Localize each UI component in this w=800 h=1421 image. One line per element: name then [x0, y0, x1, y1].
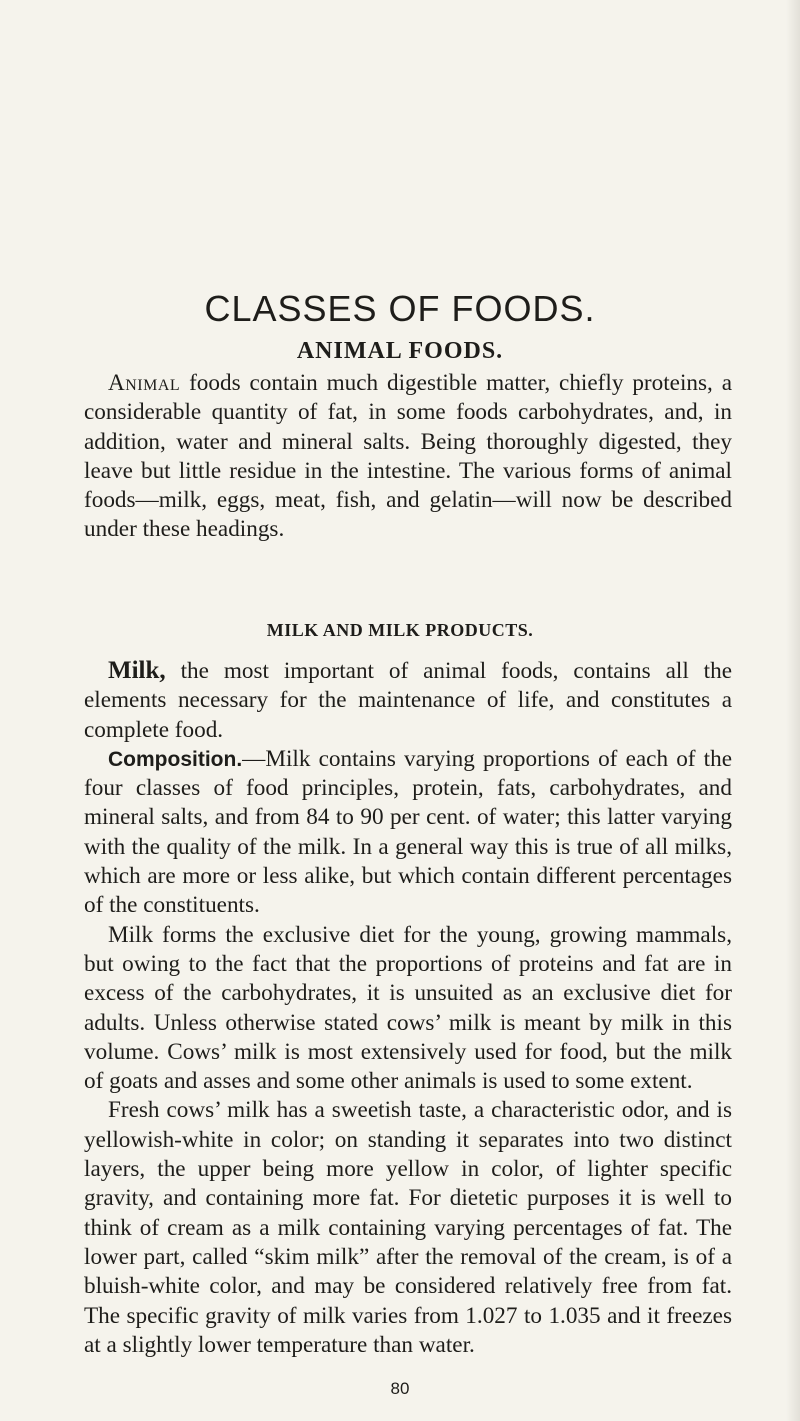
paragraph: Fresh cows’ milk has a sweetish taste, a characteristic odor, and is yellowish-white in color; on standing it separates into two distinct layers, the upper being more yellow in color, of lighter specific gravity, and containing more fat. For dietetic purposes it is well to think of cream as a milk containing varying percentages of fat. The lower part, called “skim milk” after the removal of the cream, is of a bluish-white color, and may be considered relatively free from fat. The specific gravity of milk varies from 1.027 to 1.035 and it freezes at a slightly lower temperature than water.	[84, 1097, 732, 1358]
paragraph	[84, 369, 732, 545]
paragraph-text: foods contain much digestible matter, chiefly proteins, a considerable quantity of fat, in some foods carbohydrates, and, in addition, water and mineral salts. Being thoroughly digested, they leave but little residue in the intestine. The various forms of animal foods—milk, eggs, meat, fish, and gelatin—will now be described under these headings.	[84, 370, 732, 543]
animal-foods-body	[84, 369, 732, 545]
paragraph: Milk forms the exclusive diet for the young, growing mammals, but owing to the fact that the proportions of proteins and fat are in excess of the carbohydrates, it is unsuited as an exclusive diet for adults. Unless otherwise stated cows’ milk is meant by milk in this volume. Cows’ milk is most extensively used for food, but the milk of goats and asses and some other animals is used to some extent.	[84, 921, 732, 1095]
paragraph-text: the most important of animal foods, contains all the elements necessary for the maintenance of life, and constitutes a complete food.	[84, 658, 732, 743]
term-composition: Composition.	[108, 747, 243, 771]
paragraph	[84, 656, 732, 745]
section-heading-animal-foods: ANIMAL FOODS.	[296, 338, 504, 364]
milk-body	[84, 656, 732, 1360]
page-number: 80	[390, 1379, 410, 1398]
term-milk: Milk,	[108, 657, 166, 684]
paragraph	[84, 745, 732, 921]
paragraph-text: —Milk contains varying proportions of each of the four classes of food principles, protein, fats, carbohydrates, and mineral salts, and from 84 to 90 per cent. of water; this latter varying with the quality of the milk. In a general way this is true of all milks, which are more or less alike, but which contain different percentages of the constituents.	[84, 745, 732, 919]
page-edge-shadow	[786, 0, 800, 1421]
chapter-title: CLASSES OF FOODS.	[204, 288, 596, 329]
lead-word: Animal	[108, 370, 181, 396]
section-heading-milk-products: MILK AND MILK PRODUCTS.	[266, 620, 534, 640]
